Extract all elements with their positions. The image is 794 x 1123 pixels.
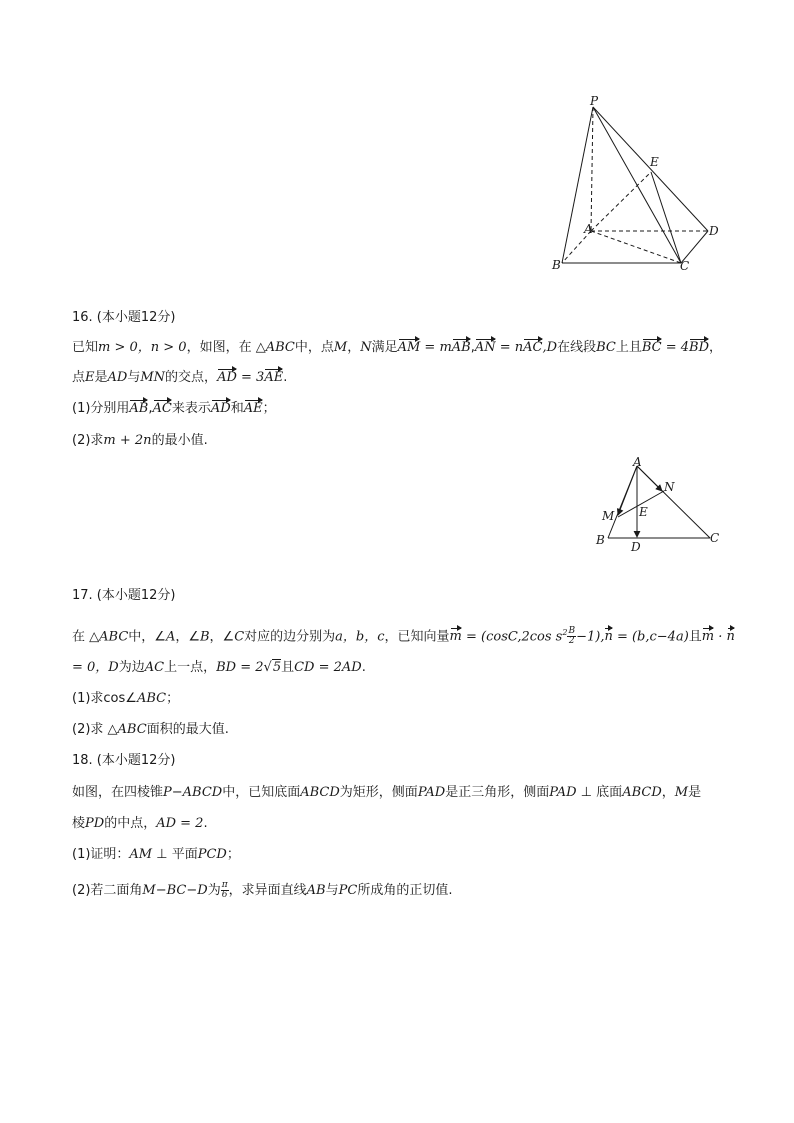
text: 点 — [72, 370, 86, 385]
text: 满足 — [371, 340, 398, 355]
math: M−BC−D — [142, 883, 208, 898]
text: ⊥ — [576, 785, 597, 800]
label-A: A — [633, 455, 642, 469]
q17-line2: = 0，D为边AC上一点，BD = 2√5且CD = 2AD. — [72, 660, 366, 675]
math: 2 — [562, 628, 568, 637]
text: (1)证明： — [72, 847, 130, 862]
text: (1)求cos∠ — [72, 691, 137, 706]
text: 且 — [281, 660, 295, 675]
edge-PD — [593, 107, 708, 231]
vector: BC — [641, 340, 662, 355]
math: m > 0，n > 0 — [98, 340, 187, 355]
vector: AC — [523, 340, 543, 355]
text: 与 — [325, 883, 339, 898]
math: = n — [495, 340, 524, 355]
text: 面积的最大值. — [146, 722, 229, 737]
label-A: A — [584, 222, 593, 236]
text: 中，∠ — [128, 629, 166, 645]
text: ； — [262, 401, 276, 416]
text: (2)求 — [72, 433, 104, 448]
text: ，∠ — [209, 629, 235, 645]
math: a，b，c — [335, 629, 385, 645]
text: ， — [709, 340, 723, 355]
math: CD = 2AD — [294, 660, 362, 675]
text: 底面 — [596, 785, 623, 800]
vector: AE — [243, 401, 263, 416]
vector: n — [726, 629, 735, 645]
q18-header: 18. (本小题12分) — [72, 753, 176, 768]
label-E: E — [639, 505, 648, 519]
triangle-svg — [592, 455, 727, 555]
math: PCD — [197, 847, 227, 862]
text: . — [283, 370, 288, 385]
math: AD — [107, 370, 128, 385]
label-C: C — [710, 531, 720, 545]
sqrt-arg: 5 — [272, 660, 282, 675]
vector: AB — [129, 401, 149, 416]
math: ABC — [99, 629, 129, 645]
math: ABCD — [300, 785, 340, 800]
q17-line4 — [72, 721, 229, 739]
edge-PC — [593, 107, 681, 263]
q16-header: 16. (本小题12分) — [72, 310, 176, 325]
text: ，求异面直线 — [228, 883, 307, 898]
text: 上且 — [615, 340, 642, 355]
label-D: D — [631, 540, 641, 554]
math: B — [199, 629, 210, 645]
text: ，如图，在 △ — [186, 340, 266, 355]
q18-line2 — [72, 815, 208, 833]
text: ， — [347, 340, 361, 355]
label-C: C — [680, 259, 690, 273]
math: ABC — [265, 340, 295, 355]
q16-line4 — [72, 432, 208, 450]
text: 是 — [94, 370, 108, 385]
math: = (b,c−4a) — [612, 629, 689, 645]
label-P: P — [590, 94, 599, 108]
text: 棱 — [72, 816, 86, 831]
math: PD — [85, 816, 105, 831]
math: ABC — [117, 722, 147, 737]
math: D — [108, 660, 119, 675]
text: . — [361, 660, 366, 675]
vector: m — [701, 629, 715, 645]
label-D: D — [709, 224, 719, 238]
text: 如图，在四棱锥 — [72, 785, 164, 800]
text: ， — [661, 785, 675, 800]
math: = m — [420, 340, 452, 355]
text: 已知 — [72, 340, 99, 355]
edge-AE — [591, 172, 651, 231]
edge-PA — [591, 107, 593, 231]
text: 是正三角形，侧面 — [445, 785, 550, 800]
text: (1)分别用 — [72, 401, 130, 416]
label-B: B — [552, 258, 561, 272]
numerator: π — [221, 880, 228, 890]
math: = 4 — [661, 340, 690, 355]
vec-AN — [637, 466, 662, 491]
text: 的交点， — [165, 370, 218, 385]
text: 在线段 — [557, 340, 597, 355]
math: BC — [596, 340, 616, 355]
text: (2)求 △ — [72, 722, 118, 737]
math: M — [333, 340, 348, 355]
math: PAD — [549, 785, 577, 800]
text: 平面 — [171, 847, 198, 862]
vector: AE — [264, 370, 284, 385]
vector: AD — [210, 401, 231, 416]
text: 与 — [127, 370, 141, 385]
triangle-figure — [592, 455, 727, 555]
text: , — [148, 401, 153, 416]
q16-line3 — [72, 400, 276, 418]
math: A — [165, 629, 176, 645]
math: AC — [144, 660, 165, 675]
text: 为 — [207, 883, 221, 898]
math: P−ABCD — [163, 785, 223, 800]
numerator: B — [568, 626, 576, 637]
math: E — [85, 370, 95, 385]
text: ； — [166, 691, 180, 706]
vector: AN — [474, 340, 496, 355]
text: ； — [226, 847, 240, 862]
fraction-B-over-2 — [567, 627, 576, 646]
text: (2)若二面角 — [72, 883, 143, 898]
q17-header: 17. (本小题12分) — [72, 588, 176, 603]
text: 为边 — [118, 660, 145, 675]
text: 来表示 — [171, 401, 211, 416]
q18-line3 — [72, 846, 240, 864]
math: = 3 — [236, 370, 265, 385]
edge-PB — [562, 107, 593, 263]
denominator: 2 — [568, 636, 575, 647]
q16-line2 — [72, 369, 287, 387]
vector: m — [449, 629, 462, 645]
q16-line1 — [72, 339, 722, 357]
text: 中，点 — [294, 340, 334, 355]
vector: n — [604, 629, 613, 645]
math: = (cosC,2cos s — [461, 629, 563, 645]
text: 上一点， — [164, 660, 217, 675]
math: PC — [338, 883, 358, 898]
text: 在 △ — [72, 629, 100, 645]
math: ,D — [542, 340, 558, 355]
text: 中，已知底面 — [222, 785, 301, 800]
math: AD = 2 — [156, 816, 204, 831]
math: ABC — [136, 691, 167, 706]
text: ，已知向量 — [384, 629, 450, 645]
math: m + 2n — [103, 433, 152, 448]
edge-AC — [591, 231, 681, 263]
label-M: M — [602, 509, 615, 523]
math: · — [714, 629, 727, 645]
q17-line1 — [72, 624, 735, 646]
label-N: N — [664, 480, 675, 494]
q18-line4 — [72, 881, 452, 900]
text: ⊥ — [152, 847, 172, 862]
vector: BD — [689, 340, 710, 355]
vector: AB — [451, 340, 471, 355]
text: 的中点， — [104, 816, 157, 831]
math: AM — [129, 847, 153, 862]
label-B: B — [596, 533, 605, 547]
pyramid-figure — [548, 95, 728, 275]
text: ，∠ — [175, 629, 200, 645]
vector: AD — [217, 370, 237, 385]
vector: AC — [152, 401, 172, 416]
math: M — [674, 785, 689, 800]
q18-line1 — [72, 784, 701, 802]
text: 且 — [688, 629, 702, 645]
text: 对应的边分别为 — [244, 629, 336, 645]
text: 所成角的正切值. — [357, 883, 453, 898]
q17-line3 — [72, 690, 179, 708]
label-E: E — [650, 155, 659, 169]
text: . — [203, 816, 208, 831]
math: MN — [140, 370, 166, 385]
math: −1), — [576, 629, 605, 645]
pyramid-svg — [548, 95, 728, 275]
denominator: 6 — [221, 890, 228, 900]
math: AB — [306, 883, 326, 898]
fraction-pi-over-6 — [221, 881, 229, 900]
math: = 0， — [72, 660, 109, 675]
math: ABCD — [622, 785, 662, 800]
math: C — [234, 629, 245, 645]
text: 和 — [230, 401, 244, 416]
text: 的最小值. — [151, 433, 208, 448]
text: 是 — [688, 785, 702, 800]
text: , — [470, 340, 475, 355]
math: N — [360, 340, 372, 355]
math: PAD — [417, 785, 446, 800]
math: BD = 2 — [216, 660, 264, 675]
text: 为矩形，侧面 — [339, 785, 418, 800]
vector: AM — [397, 340, 421, 355]
